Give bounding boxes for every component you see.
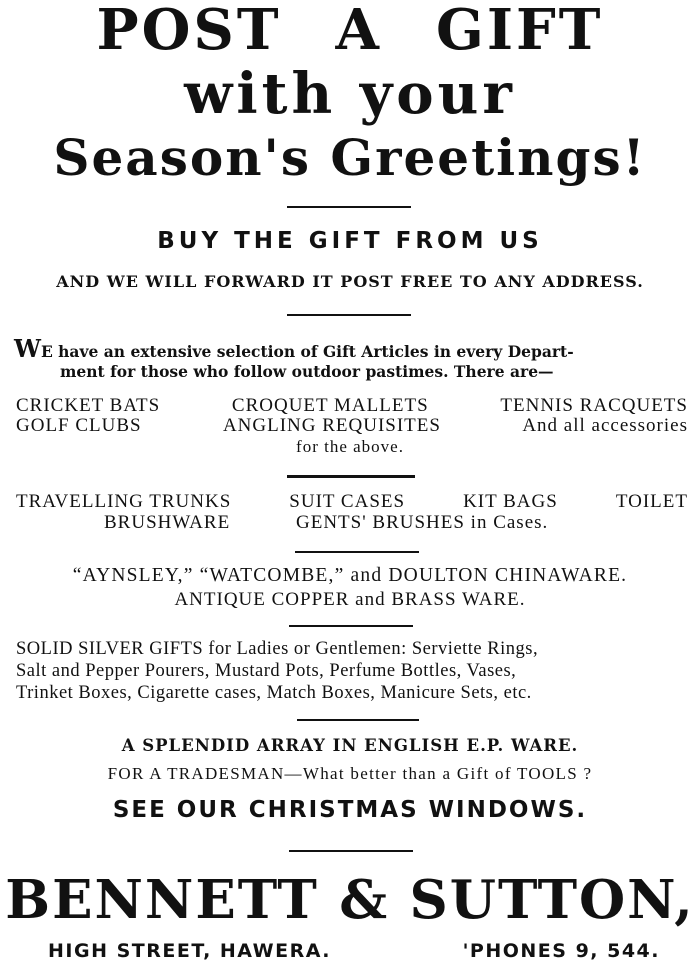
intro-text-1: E have an extensive selection of Gift Articles in every Depart- [40,342,574,361]
silver-line-3: Trinket Boxes, Cigarette cases, Match Boxes, Manicure Sets, etc. [16,683,532,703]
item-croquet-mallets: CROQUET MALLETS [231,395,429,416]
intro-dropcap: W [14,334,41,363]
divider-rule [287,206,411,208]
firm-contact [48,940,660,962]
firm-phones: 'PHONES 9, 544. [462,940,660,962]
item-angling-requisites: ANGLING REQUISITES [222,415,441,436]
divider-rule [295,551,419,553]
divider-rule [297,719,419,721]
item-tennis-racquets: TENNIS RACQUETS [500,395,688,416]
tools-line: FOR A TRADESMAN—What better than a Gift of TOOLS ? [107,764,593,783]
headline-line-3: Season's Greetings! [53,128,647,187]
divider-rule [287,314,411,316]
sports-row-1 [16,395,688,417]
divider-rule [289,850,413,852]
headline-line-2: with your [184,61,516,127]
headline-word-a: A [335,0,382,63]
item-accessories: And all accessories [522,415,688,436]
divider-rule [289,625,413,627]
item-toilet: TOILET [615,491,688,512]
item-cricket-bats: CRICKET BATS [16,395,161,416]
silver-line-2: Salt and Pepper Pourers, Mustard Pots, Perfume Bottles, Vases, [16,661,517,681]
item-gents-brushes: GENTS' BRUSHES in Cases. [296,512,549,533]
china-line-1: “AYNSLEY,” “WATCOMBE,” and DOULTON CHINAWARE. [72,565,628,586]
silver-line-1: SOLID SILVER GIFTS for Ladies or Gentlemen: Serviette Rings, [16,639,539,659]
firm-address: HIGH STREET, HAWERA. [48,940,331,962]
sports-row-3: for the above. [296,437,404,456]
christmas-windows-line: SEE OUR CHRISTMAS WINDOWS. [112,797,588,823]
intro-line-2: ment for those who follow outdoor pastimes. There are— [60,362,554,381]
headline-word-post: POST [96,0,282,63]
item-brushware: BRUSHWARE [104,512,231,533]
offer-subheading: AND WE WILL FORWARD IT POST FREE TO ANY ADDRESS. [56,272,644,291]
divider-rule [287,475,415,478]
sports-row-2 [16,415,688,437]
headline-word-gift: GIFT [436,0,604,63]
luggage-row-1 [16,491,688,513]
item-suit-cases: SUIT CASES [289,491,406,512]
china-line-2: ANTIQUE COPPER and BRASS WARE. [174,589,526,610]
item-golf-clubs: GOLF CLUBS [16,415,142,436]
intro-line-1 [14,334,686,363]
headline-line-1 [0,0,700,63]
firm-name: BENNETT & SUTTON, [5,869,695,931]
offer-heading: BUY THE GIFT FROM US [157,228,543,254]
ep-ware-line: A SPLENDID ARRAY IN ENGLISH E.P. WARE. [121,736,579,755]
item-travelling-trunks: TRAVELLING TRUNKS [16,491,232,512]
item-kit-bags: KIT BAGS [463,491,558,512]
